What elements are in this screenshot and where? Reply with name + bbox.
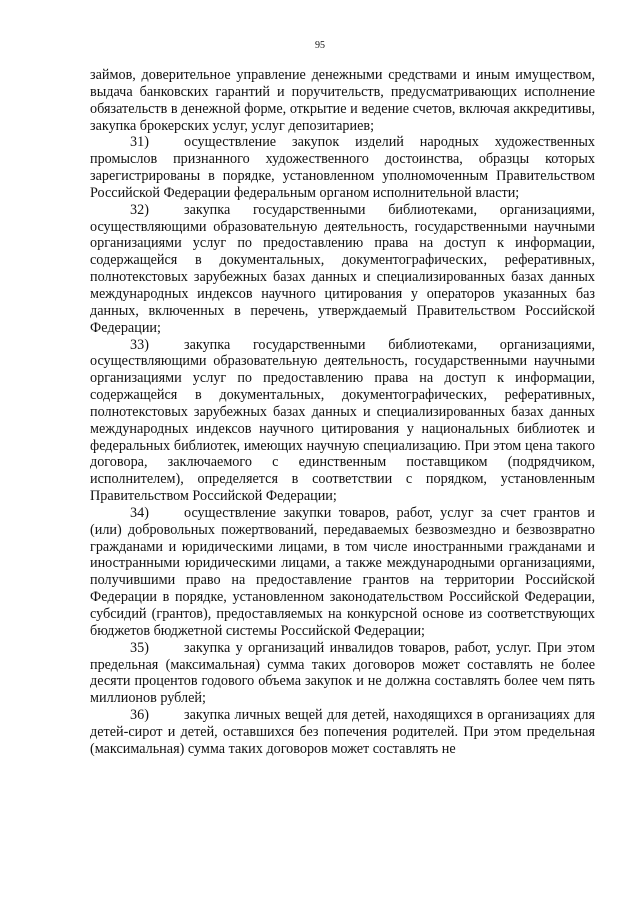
item-number: 33) — [130, 336, 149, 353]
item-text: осуществление закупок изделий народных художественных промыслов признанного художественного достоинства, образцы которых зарегистрированы в порядке, установленном уполномоченным Правительством Российской Федерации федеральным органом исполнительной власти; — [90, 134, 595, 201]
item-text: закупка у организаций инвалидов товаров, работ, услуг. При этом предельная (максимальная) сумма таких договоров может составлять не более десяти процентов годового объема закупок и не должна составлять более чем пять миллионов рублей; — [90, 639, 595, 707]
item-text: закупка государственными библиотеками, организациями, осуществляющими образовательную деятельность, государственными научными организациями услуг по предоставлению права на доступ к информации, содержащейся в документальных, документографических, реферативных, полнотекстовых зарубежных базах данных и специализированных базах данных международных индексов научного цитирования у операторов указанных баз данных, включенных в перечень, утверждаемый Правительством Российской Федерации; — [90, 201, 595, 336]
list-item-35 — [90, 640, 595, 707]
list-item-34 — [90, 505, 595, 640]
list-item-32 — [90, 202, 595, 337]
list-item-33 — [90, 337, 595, 505]
item-text: закупка личных вещей для детей, находящихся в организациях для детей-сирот и детей, оставшихся без попечения родителей. При этом предельная (максимальная) сумма таких договоров может составлять не — [90, 707, 595, 757]
continuation-paragraph: займов, доверительное управление денежными средствами и иным имуществом, выдача банковских гарантий и поручительств, предусматривающих исполнение обязательств в денежной форме, открытие и ведение счетов, включая аккредитивы, закупка брокерских услуг, услуг депозитариев; — [90, 67, 595, 134]
list-item-36 — [90, 707, 595, 758]
item-text: закупка государственными библиотеками, организациями, осуществляющими образовательную деятельность, государственными научными организациями услуг по предоставлению права на доступ к информации, содержащейся в документальных, документографических, реферативных, полнотекстовых зарубежных базах данных и специализированных базах данных международных индексов научного цитирования у национальных библиотек и федеральных библиотек, имеющих научную специализацию. При этом цена такого договора, заключаемого с единственным поставщиком (подрядчиком, исполнителем), определяется в соответствии с порядком, установленным Правительством Российской Федерации; — [90, 336, 595, 505]
item-number: 32) — [130, 201, 149, 218]
item-number: 34) — [130, 504, 149, 521]
item-number: 31) — [130, 134, 149, 151]
list-item-31 — [90, 134, 595, 201]
item-text: осуществление закупки товаров, работ, услуг за счет грантов и (или) добровольных пожертвований, передаваемых безвозмездно и безвозвратно гражданами и юридическими лицами, в том числе иностранными гражданами и иностранными юридическими лицами, а также международными организациями, получившими право на предоставление грантов на территории Российской Федерации в порядке, установленном законодательством Российской Федерации, субсидий (грантов), предоставляемых на конкурсной основе из соответствующих бюджетов бюджетной системы Российской Федерации; — [90, 504, 595, 639]
page-number: 95 — [315, 40, 325, 51]
item-number: 36) — [130, 707, 149, 724]
document-body — [90, 67, 595, 758]
item-number: 35) — [130, 639, 149, 656]
